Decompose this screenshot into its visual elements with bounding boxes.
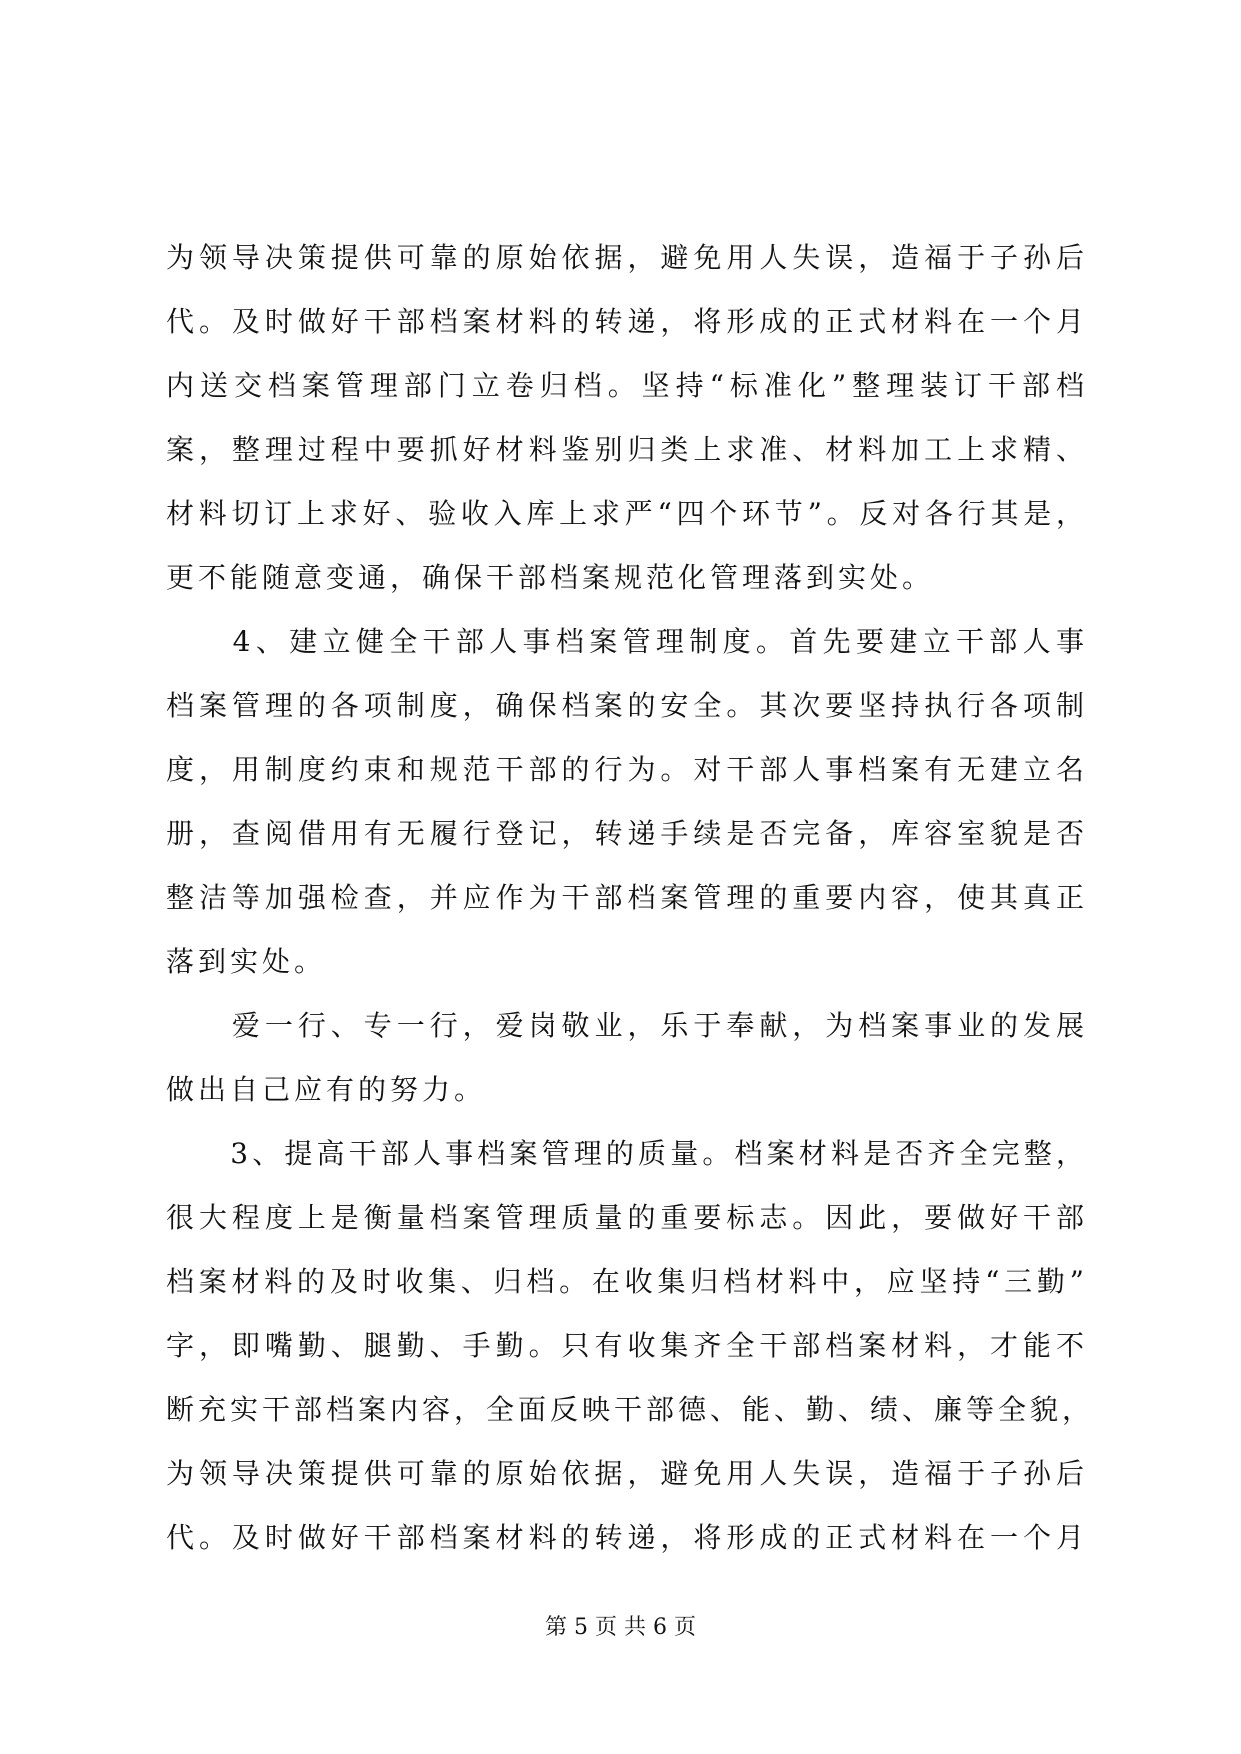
text-line: 档案管理的各项制度，确保档案的安全。其次要坚持执行各项制 [166, 689, 1088, 722]
text-line: 4、建立健全干部人事档案管理制度。首先要建立干部人事 [166, 625, 1088, 658]
page-footer: 第 5 页 共 6 页 [545, 1615, 696, 1640]
text-line: 度，用制度约束和规范干部的行为。对干部人事档案有无建立名 [166, 753, 1088, 786]
text-line: 落到实处。 [166, 945, 327, 978]
text-line: 材料切订上求好、验收入库上求严“四个环节”。反对各行其是， [166, 497, 1088, 530]
text-line: 很大程度上是衡量档案管理质量的重要标志。因此，要做好干部 [166, 1201, 1088, 1234]
text-line: 为领导决策提供可靠的原始依据，避免用人失误，造福于子孙后 [166, 1457, 1088, 1490]
body-text [166, 226, 1095, 1570]
text-line: 代。及时做好干部档案材料的转递，将形成的正式材料在一个月 [166, 305, 1088, 338]
text-line: 内送交档案管理部门立卷归档。坚持“标准化”整理装订干部档 [166, 369, 1088, 402]
text-line: 册，查阅借用有无履行登记，转递手续是否完备，库容室貌是否 [166, 817, 1088, 850]
text-line: 字，即嘴勤、腿勤、手勤。只有收集齐全干部档案材料，才能不 [166, 1329, 1088, 1362]
text-line: 档案材料的及时收集、归档。在收集归档材料中，应坚持“三勤” [166, 1265, 1088, 1298]
text-line: 断充实干部档案内容，全面反映干部德、能、勤、绩、廉等全貌， [166, 1393, 1095, 1426]
text-line: 案，整理过程中要抓好材料鉴别归类上求准、材料加工上求精、 [166, 433, 1088, 466]
text-line: 为领导决策提供可靠的原始依据，避免用人失误，造福于子孙后 [166, 241, 1088, 274]
text-line: 整洁等加强检查，并应作为干部档案管理的重要内容，使其真正 [166, 881, 1088, 914]
text-line: 更不能随意变通，确保干部档案规范化管理落到实处。 [166, 561, 935, 594]
text-line: 代。及时做好干部档案材料的转递，将形成的正式材料在一个月 [166, 1521, 1088, 1554]
text-line: 做出自己应有的努力。 [166, 1073, 487, 1106]
text-line: 3、提高干部人事档案管理的质量。档案材料是否齐全完整， [166, 1137, 1088, 1170]
text-line: 爱一行、专一行，爱岗敬业，乐于奉献，为档案事业的发展 [166, 1009, 1088, 1042]
